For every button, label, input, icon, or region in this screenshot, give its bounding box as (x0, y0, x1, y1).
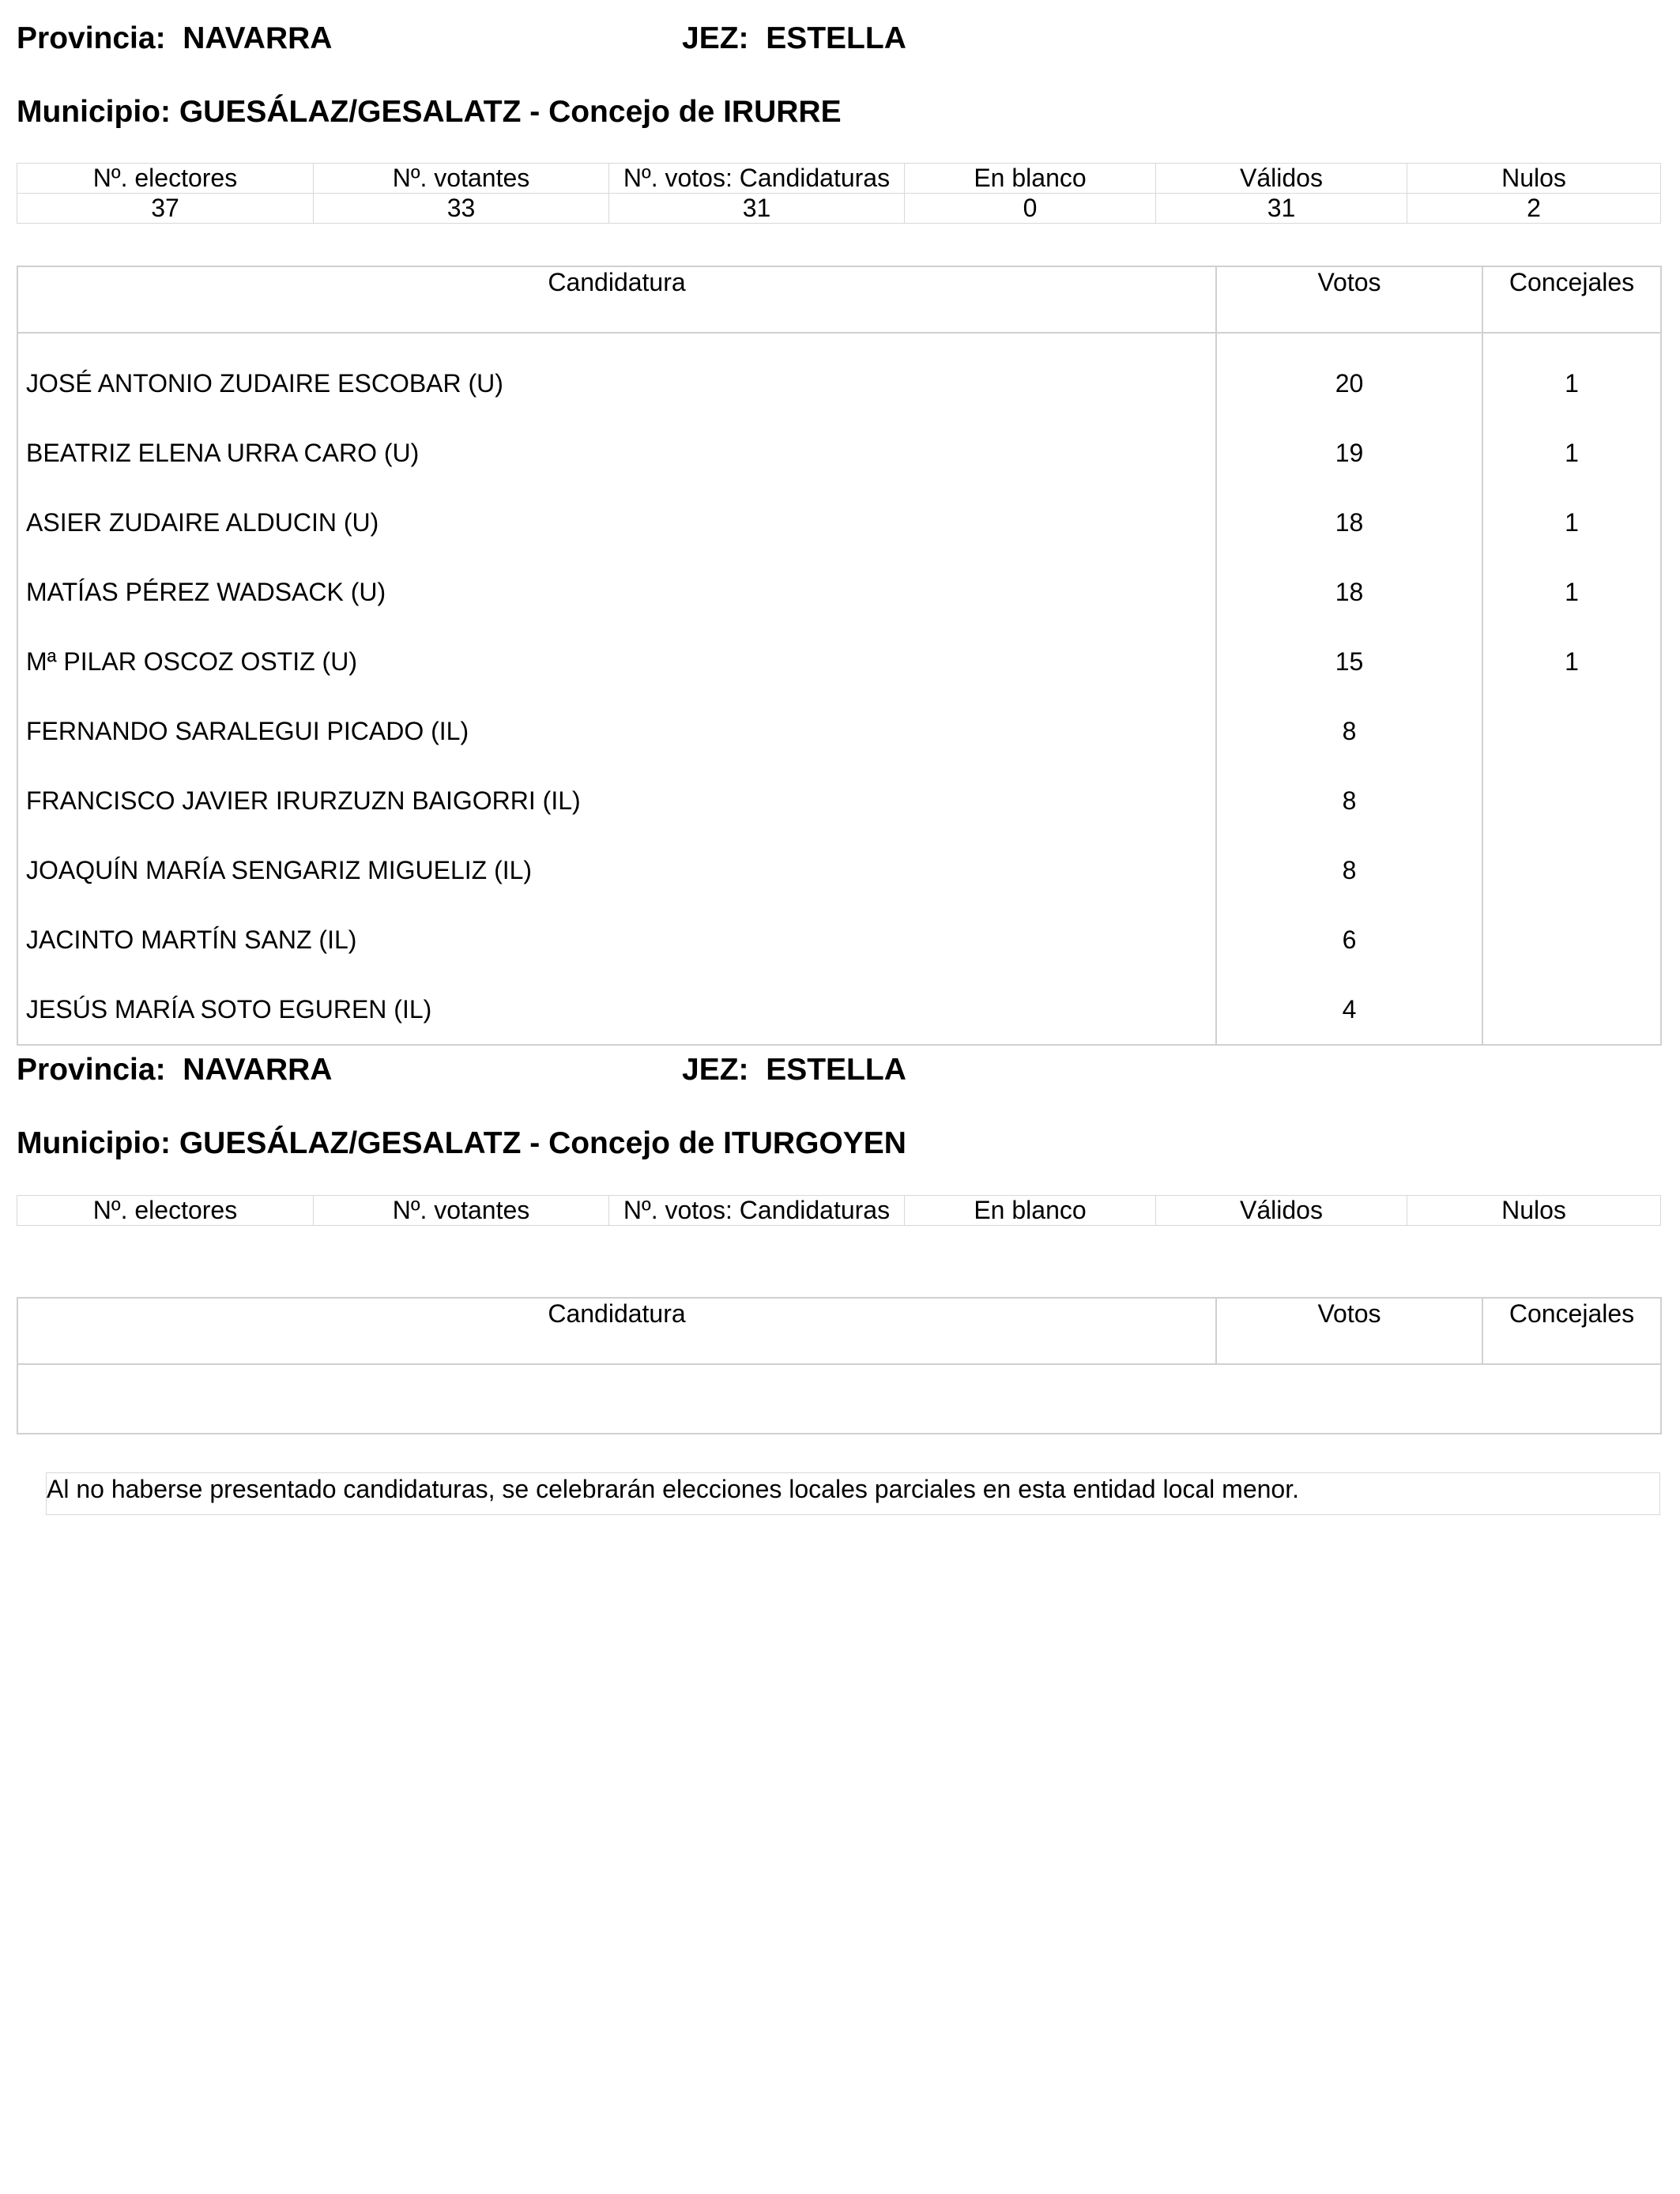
provincia-label: Provincia: (17, 1053, 166, 1087)
candidate-votes: 4 (1216, 974, 1482, 1045)
candidate-row (17, 905, 1661, 974)
candidate-name: MATÍAS PÉREZ WADSACK (U) (26, 577, 386, 606)
stats-value: 33 (314, 194, 609, 224)
jez-value: ESTELLA (766, 21, 906, 55)
candidate-votes: 19 (1216, 418, 1482, 488)
provincia-value: NAVARRA (183, 1053, 333, 1087)
provincia-line (17, 21, 332, 56)
stats-header: Nº. votantes (314, 1196, 609, 1226)
candidate-name: ASIER ZUDAIRE ALDUCIN (U) (26, 507, 379, 537)
concejales-header: Concejales (1482, 266, 1661, 333)
jez-value: ESTELLA (766, 1053, 906, 1087)
candidate-name: JOSÉ ANTONIO ZUDAIRE ESCOBAR (U) (26, 368, 503, 398)
provincia-label: Provincia: (17, 21, 166, 55)
no-candidates-note: Al no haberse presentado candidaturas, se celebrarán elecciones locales parciales en esta entidad local menor. (46, 1472, 1660, 1515)
stats-value-row (17, 194, 1661, 224)
candidate-name: FERNANDO SARALEGUI PICADO (IL) (26, 716, 469, 745)
jez-line (682, 1053, 906, 1088)
stats-value: 0 (905, 194, 1156, 224)
municipio-line (17, 1126, 906, 1161)
provincia-value: NAVARRA (183, 21, 333, 55)
candidatura-header: Candidatura (17, 266, 1216, 333)
concejales-header: Concejales (1482, 1298, 1661, 1364)
votos-header: Votos (1216, 1298, 1482, 1364)
candidate-name: JACINTO MARTÍN SANZ (IL) (26, 925, 357, 954)
jez-line (682, 21, 906, 56)
candidate-councillors: 1 (1482, 627, 1661, 696)
candidate-name: JESÚS MARÍA SOTO EGUREN (IL) (26, 994, 432, 1023)
candidates-header-row (17, 266, 1661, 333)
stats-header: Nº. electores (17, 1196, 314, 1226)
stats-value: 31 (1156, 194, 1407, 224)
candidate-votes: 18 (1216, 488, 1482, 557)
jez-label: JEZ: (682, 21, 749, 55)
stats-header: Nº. electores (17, 164, 314, 194)
candidate-row (17, 696, 1661, 766)
candidate-row (17, 627, 1661, 696)
candidate-councillors (1482, 766, 1661, 835)
candidate-councillors (1482, 696, 1661, 766)
candidate-name: Mª PILAR OSCOZ OSTIZ (U) (26, 647, 357, 676)
stats-header-row (17, 1196, 1661, 1226)
stats-header: En blanco (905, 1196, 1156, 1226)
candidate-name: BEATRIZ ELENA URRA CARO (U) (26, 438, 420, 467)
empty-row (17, 1364, 1661, 1434)
stats-header: Válidos (1156, 1196, 1407, 1226)
candidate-councillors (1482, 974, 1661, 1045)
stats-value: 2 (1407, 194, 1661, 224)
stats-value: 31 (609, 194, 905, 224)
candidate-row (17, 835, 1661, 905)
stats-header: Nº. votantes (314, 164, 609, 194)
stats-header: Nulos (1407, 1196, 1661, 1226)
candidate-row (17, 418, 1661, 488)
candidate-row (17, 974, 1661, 1045)
candidatura-header: Candidatura (17, 1298, 1216, 1364)
candidate-votes: 18 (1216, 557, 1482, 627)
candidate-councillors: 1 (1482, 418, 1661, 488)
municipio-value: GUESÁLAZ/GESALATZ - Concejo de ITURGOYEN (179, 1126, 906, 1160)
provincia-line (17, 1053, 332, 1088)
candidate-votes: 8 (1216, 835, 1482, 905)
candidate-row (17, 766, 1661, 835)
stats-header: Válidos (1156, 164, 1407, 194)
stats-table (17, 163, 1661, 224)
candidates-table (17, 266, 1662, 1046)
stats-value: 37 (17, 194, 314, 224)
municipio-label: Municipio: (17, 95, 171, 129)
municipio-line (17, 95, 842, 130)
stats-header: Nº. votos: Candidaturas (609, 1196, 905, 1226)
empty-cell (17, 1364, 1661, 1434)
candidate-votes: 15 (1216, 627, 1482, 696)
candidate-votes: 6 (1216, 905, 1482, 974)
candidates-table (17, 1297, 1662, 1434)
candidate-row (17, 333, 1661, 418)
municipio-label: Municipio: (17, 1126, 171, 1160)
municipio-value: GUESÁLAZ/GESALATZ - Concejo de IRURRE (179, 95, 842, 129)
candidate-row (17, 557, 1661, 627)
candidate-votes: 20 (1216, 333, 1482, 418)
jez-label: JEZ: (682, 1053, 749, 1087)
stats-header: Nulos (1407, 164, 1661, 194)
stats-table (17, 1195, 1661, 1226)
candidate-councillors (1482, 835, 1661, 905)
stats-header: En blanco (905, 164, 1156, 194)
candidate-councillors: 1 (1482, 557, 1661, 627)
votos-header: Votos (1216, 266, 1482, 333)
candidate-row (17, 488, 1661, 557)
candidate-councillors (1482, 905, 1661, 974)
candidates-header-row (17, 1298, 1661, 1364)
candidate-name: JOAQUÍN MARÍA SENGARIZ MIGUELIZ (IL) (26, 855, 533, 884)
candidate-councillors: 1 (1482, 333, 1661, 418)
stats-header: Nº. votos: Candidaturas (609, 164, 905, 194)
candidate-votes: 8 (1216, 696, 1482, 766)
candidate-votes: 8 (1216, 766, 1482, 835)
candidate-name: FRANCISCO JAVIER IRURZUZN BAIGORRI (IL) (26, 786, 581, 815)
stats-header-row (17, 164, 1661, 194)
candidate-councillors: 1 (1482, 488, 1661, 557)
